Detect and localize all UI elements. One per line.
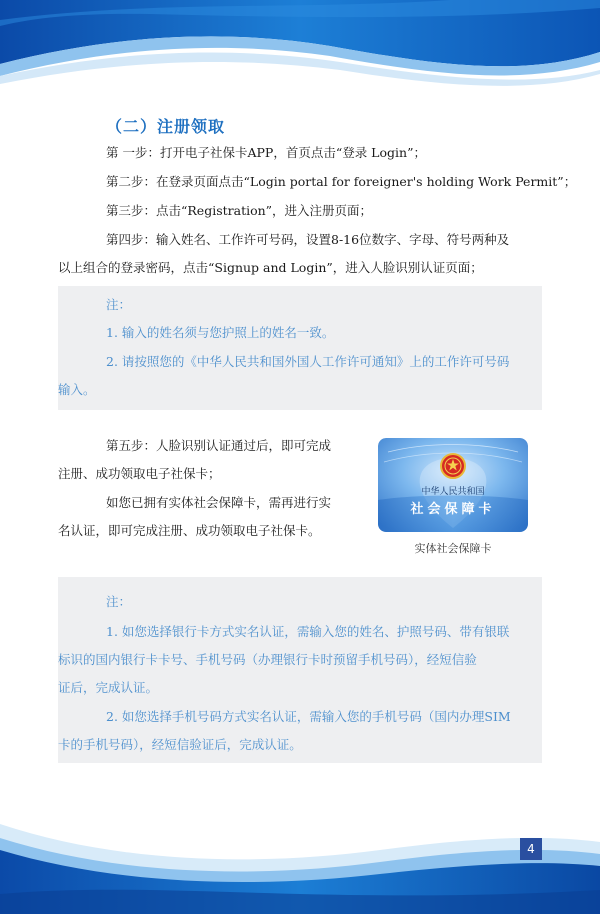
note-box-1 (58, 286, 542, 410)
step-4-text-line2: 以上组合的登录密码，点击“Signup and Login”，进入人脸识别认证页面； (58, 260, 483, 275)
step-5-line4: 名认证，即可完成注册、成功领取电子社保卡。 (58, 523, 321, 538)
note-1-item-2-line2: 输入。 (58, 382, 96, 397)
note-2-item-2-line1: 2. 如您选择手机号码方式实名认证，需输入您的手机号码（国内办理SIM (106, 709, 511, 724)
step-5-line3: 如您已拥有实体社会保障卡，需再进行实 (106, 495, 332, 510)
card-country-text: 中华人民共和国 (421, 487, 485, 497)
bottom-wave-decoration (0, 794, 600, 914)
note-2-item-2-line2: 卡的手机号码），经短信验证后，完成认证。 (58, 737, 302, 752)
note-1-item-2-line1: 2. 请按照您的《中华人民共和国外国人工作许可通知》上的工作许可号码 (106, 354, 510, 369)
card-title-text: 社会保障卡 (410, 502, 496, 517)
social-security-card-image (378, 438, 528, 532)
section-title: （二）注册领取 (106, 117, 226, 136)
top-wave-decoration (0, 0, 600, 110)
page-number-badge: 4 (520, 838, 542, 860)
note-2-item-1-line3: 证后，完成认证。 (58, 680, 159, 695)
step-5-line1: 第五步：人脸识别认证通过后，即可完成 (106, 438, 332, 453)
step-3-text: 第三步：点击“Registration”，进入注册页面； (106, 203, 373, 218)
note-box-2 (58, 577, 542, 763)
card-caption: 实体社会保障卡 (414, 542, 492, 555)
note-2-item-1-line1: 1. 如您选择银行卡方式实名认证，需输入您的姓名、护照号码、带有银联 (106, 624, 510, 639)
national-emblem-icon (441, 454, 465, 478)
step-2-text: 第二步：在登录页面点击“Login portal for foreigner's holding Work Permit”； (106, 174, 577, 189)
step-1-text: 第 一步：打开电子社保卡APP，首页点击“登录 Login”； (106, 145, 426, 160)
note-2-item-1-line2: 标识的国内银行卡卡号、手机号码（办理银行卡时预留手机号码），经短信验 (58, 652, 477, 667)
note-1-item-1: 1. 输入的姓名须与您护照上的姓名一致。 (106, 325, 335, 340)
step-5-line2: 注册、成功领取电子社保卡； (58, 466, 221, 481)
step-4-text-line1: 第四步：输入姓名、工作许可号码，设置8-16位数字、字母、符号两种及 (106, 232, 510, 247)
note-1-label: 注： (106, 297, 132, 312)
note-2-label: 注： (106, 594, 132, 609)
